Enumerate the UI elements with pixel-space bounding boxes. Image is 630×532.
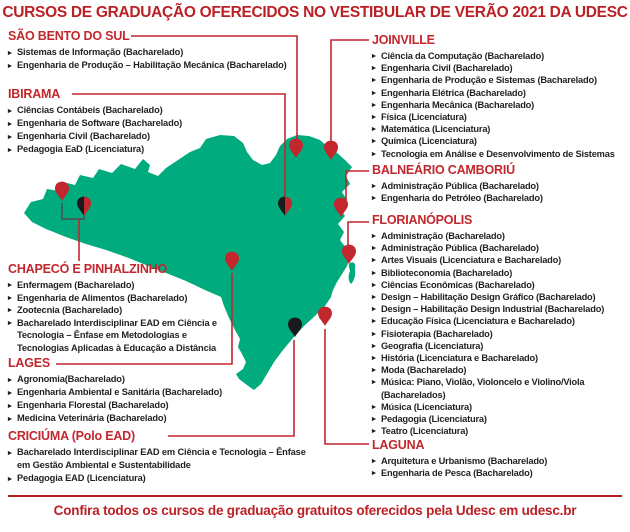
course-label: Ciências Econômicas (Bacharelado)	[381, 279, 535, 290]
course-label: Medicina Veterinária (Bacharelado)	[17, 413, 167, 423]
bullet-icon: ▸	[8, 401, 12, 410]
city-header-balneario-camboriu: BALNEÁRIO CAMBORIÚ	[372, 163, 515, 177]
course-item	[372, 364, 628, 376]
course-label: Geografia (Licenciatura)	[381, 340, 484, 351]
city-header-laguna: LAGUNA	[372, 438, 425, 452]
course-list	[8, 373, 338, 425]
course-item	[372, 123, 628, 135]
bullet-icon: ▸	[372, 255, 376, 265]
footer-text: Confira todos os cursos de graduação gratuitos oferecidos pela Udesc em udesc.br	[53, 503, 577, 518]
bullet-icon: ▸	[8, 48, 12, 57]
course-item	[372, 315, 628, 327]
bullet-icon: ▸	[372, 426, 376, 436]
course-item	[8, 117, 338, 130]
course-list	[372, 50, 628, 160]
city-header-florianopolis: FLORIANÓPOLIS	[372, 213, 473, 227]
city-header-chapeco-e-pinhalzinho: CHAPECÓ E PINHALZINHO	[8, 262, 168, 276]
bullet-icon: ▸	[372, 136, 376, 146]
course-item	[372, 467, 628, 479]
bullet-icon: ▸	[8, 292, 12, 302]
course-label: Física (Licenciatura)	[381, 112, 467, 123]
city-header-sao-bento-do-sul: SÃO BENTO DO SUL	[8, 29, 130, 43]
course-label: História (Licenciatura e Bacharelado)	[381, 353, 538, 364]
footer-divider	[8, 495, 622, 497]
bullet-icon: ▸	[8, 145, 12, 154]
course-label: Engenharia Elétrica (Bacharelado)	[381, 87, 526, 98]
bullet-icon: ▸	[8, 106, 12, 115]
section-florianopolis	[372, 213, 628, 437]
bullet-icon: ▸	[372, 377, 376, 387]
bullet-icon: ▸	[372, 353, 376, 363]
course-label: Engenharia de Pesca (Bacharelado)	[381, 468, 533, 479]
bullet-icon: ▸	[372, 51, 376, 60]
course-list	[8, 446, 310, 485]
florianopolis-island	[349, 262, 356, 284]
course-item	[372, 376, 628, 400]
course-list	[8, 46, 338, 72]
course-item	[372, 267, 628, 279]
course-item	[372, 291, 628, 303]
course-item	[372, 62, 628, 74]
bullet-icon: ▸	[372, 365, 376, 375]
course-item	[372, 352, 628, 364]
city-header-ibirama: IBIRAMA	[8, 87, 61, 101]
course-label: Engenharia de Produção e Sistemas (Bacharelado)	[381, 75, 597, 86]
course-label: Tecnologia em Análise e Desenvolvimento de Sistemas	[381, 148, 615, 159]
course-item	[8, 143, 338, 156]
course-item	[372, 135, 628, 147]
course-label: Fisioterapia (Bacharelado)	[381, 328, 493, 339]
course-list	[372, 455, 628, 479]
course-label: Moda (Bacharelado)	[381, 365, 467, 376]
course-item	[372, 180, 628, 192]
course-label: Engenharia Ambiental e Sanitária (Bacharelado)	[17, 387, 223, 397]
course-label: Administração (Bacharelado)	[381, 231, 505, 241]
course-label: Engenharia de Software (Bacharelado)	[17, 118, 183, 128]
bullet-icon: ▸	[372, 148, 376, 158]
course-item	[372, 455, 628, 467]
course-label: Música (Licenciatura)	[381, 401, 472, 412]
course-item	[372, 148, 628, 160]
course-label: Administração Pública (Bacharelado)	[381, 181, 539, 191]
course-list	[372, 180, 628, 204]
course-label: Ciências Contábeis (Bacharelado)	[17, 105, 163, 115]
course-item	[372, 230, 628, 242]
bullet-icon: ▸	[372, 328, 376, 338]
map-pin-laguna	[318, 307, 332, 326]
city-header-criciuma: CRICIÚMA (Polo EAD)	[8, 429, 135, 443]
course-item	[372, 111, 628, 123]
section-balneario-camboriu	[372, 163, 628, 204]
course-item	[372, 87, 628, 99]
section-joinville	[372, 33, 628, 160]
course-label: Engenharia Civil (Bacharelado)	[17, 131, 150, 141]
course-label: Pedagogia EaD (Licenciatura)	[17, 144, 145, 154]
course-label: Administração Pública (Bacharelado)	[381, 243, 539, 254]
course-label: Pedagogia (Licenciatura)	[381, 414, 487, 425]
course-item	[8, 399, 338, 412]
course-item	[372, 50, 628, 62]
course-label: Biblioteconomia (Bacharelado)	[381, 267, 513, 278]
bullet-icon: ▸	[372, 112, 376, 122]
course-item	[8, 59, 338, 72]
section-chapeco-e-pinhalzinho	[8, 262, 240, 355]
course-item	[372, 74, 628, 86]
leader-balneario-camboriu	[346, 171, 369, 200]
bullet-icon: ▸	[372, 304, 376, 314]
course-label: Arquitetura e Urbanismo (Bacharelado)	[381, 456, 548, 466]
section-ibirama	[8, 87, 338, 156]
bullet-icon: ▸	[372, 193, 376, 203]
course-label: Engenharia de Produção – Habilitação Mecânica (Bacharelado)	[17, 60, 287, 70]
course-label: Zootecnia (Bacharelado)	[17, 305, 123, 316]
bullet-icon: ▸	[372, 75, 376, 85]
course-label: Artes Visuais (Licenciatura e Bacharelado)	[381, 255, 562, 266]
course-item	[8, 130, 338, 143]
bullet-icon: ▸	[8, 61, 12, 70]
course-label: Engenharia Civil (Bacharelado)	[381, 63, 513, 74]
course-item	[8, 412, 338, 425]
bullet-icon: ▸	[372, 456, 376, 465]
course-label: Pedagogia EAD (Licenciatura)	[17, 473, 146, 483]
course-item	[372, 425, 628, 437]
bullet-icon: ▸	[372, 340, 376, 350]
course-item	[8, 386, 338, 399]
course-item	[8, 446, 310, 472]
bullet-icon: ▸	[372, 243, 376, 253]
course-item	[372, 328, 628, 340]
bullet-icon: ▸	[8, 375, 12, 384]
course-label: Design – Habilitação Design Industrial (Bacharelado)	[381, 304, 605, 315]
course-item	[372, 242, 628, 254]
bullet-icon: ▸	[8, 305, 12, 315]
bullet-icon: ▸	[8, 119, 12, 128]
course-item	[372, 340, 628, 352]
bullet-icon: ▸	[372, 414, 376, 424]
bullet-icon: ▸	[372, 181, 376, 190]
course-list	[8, 279, 240, 355]
city-header-joinville: JOINVILLE	[372, 33, 435, 47]
course-label: Química (Licenciatura)	[381, 136, 477, 147]
bullet-icon: ▸	[8, 132, 12, 141]
bullet-icon: ▸	[372, 231, 376, 240]
course-list	[372, 230, 628, 437]
course-label: Matemática (Licenciatura)	[381, 124, 491, 135]
course-label: Teatro (Licenciatura)	[381, 426, 469, 437]
bullet-icon: ▸	[372, 468, 376, 478]
course-label: Design – Habilitação Design Gráfico (Bacharelado)	[381, 292, 596, 303]
bullet-icon: ▸	[372, 279, 376, 289]
course-item	[8, 104, 338, 117]
course-item	[372, 99, 628, 111]
course-item	[8, 373, 338, 386]
bullet-icon: ▸	[8, 317, 12, 327]
leader-florianopolis	[348, 222, 369, 247]
course-item	[8, 472, 310, 485]
course-label: Ciência da Computação (Bacharelado)	[381, 51, 544, 61]
bullet-icon: ▸	[8, 414, 12, 423]
section-laguna	[372, 438, 628, 479]
course-label: Música: Piano, Violão, Violoncelo e Violino/Viola (Bacharelados)	[381, 377, 585, 400]
course-label: Agronomia(Bacharelado)	[17, 374, 125, 384]
section-lages	[8, 356, 338, 425]
course-label: Sistemas de Informação (Bacharelado)	[17, 47, 184, 57]
course-label: Bacharelado Interdisciplinar EAD em Ciência e Tecnologia – Ênfase em Gestão Ambiental e Sustentabilidade	[17, 447, 306, 470]
city-header-lages: LAGES	[8, 356, 51, 370]
course-list	[8, 104, 338, 156]
course-item	[372, 192, 628, 204]
page-title: CURSOS DE GRADUAÇÃO OFERECIDOS NO VESTIBULAR DE VERÃO 2021 DA UDESC	[2, 4, 628, 21]
course-label: Enfermagem (Bacharelado)	[17, 280, 135, 290]
course-label: Bacharelado Interdisciplinar EAD em Ciência e Tecnologia – Ênfase em Metodologias e Tecnologias Aplicadas à Educação a Distância	[17, 317, 217, 353]
course-item	[372, 413, 628, 425]
bullet-icon: ▸	[372, 87, 376, 97]
course-item	[8, 46, 338, 59]
section-sao-bento-do-sul	[8, 29, 338, 72]
bullet-icon: ▸	[372, 124, 376, 134]
course-label: Engenharia do Petróleo (Bacharelado)	[381, 193, 543, 204]
course-item	[8, 304, 240, 317]
section-criciuma-polo-ead	[8, 429, 310, 485]
course-item	[372, 401, 628, 413]
course-label: Educação Física (Licenciatura e Bacharelado)	[381, 316, 575, 327]
bullet-icon: ▸	[372, 401, 376, 411]
course-item	[372, 279, 628, 291]
course-item	[372, 303, 628, 315]
course-item	[372, 254, 628, 266]
bullet-icon: ▸	[8, 280, 12, 289]
course-label: Engenharia Mecânica (Bacharelado)	[381, 99, 535, 110]
bullet-icon: ▸	[8, 388, 12, 397]
bullet-icon: ▸	[372, 292, 376, 302]
course-item	[8, 279, 240, 292]
course-item	[8, 317, 240, 355]
course-label: Engenharia de Alimentos (Bacharelado)	[17, 292, 188, 303]
bullet-icon: ▸	[372, 99, 376, 109]
bullet-icon: ▸	[8, 474, 12, 483]
bullet-icon: ▸	[8, 448, 12, 457]
course-item	[8, 292, 240, 305]
course-label: Engenharia Florestal (Bacharelado)	[17, 400, 169, 410]
bullet-icon: ▸	[372, 267, 376, 277]
bullet-icon: ▸	[372, 63, 376, 73]
bullet-icon: ▸	[372, 316, 376, 326]
